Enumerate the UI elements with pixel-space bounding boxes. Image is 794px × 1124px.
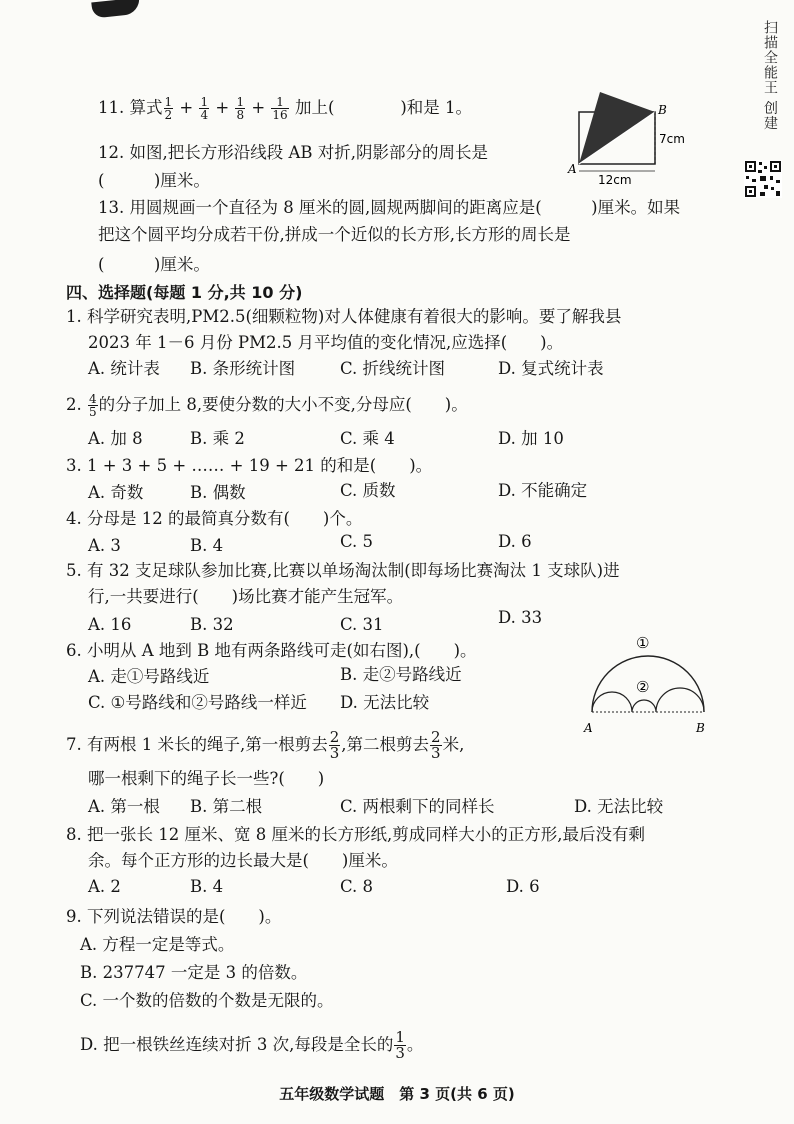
option-d: D. 不能确定 [498, 481, 588, 500]
choice-2: 2. $\frac{4}{5}$ 的分子加上 8,要使分数的大小不变,分母应( )。 [66, 392, 468, 419]
question-13-line1: 13. 用圆规画一个直径为 8 厘米的圆,圆规两脚间的距离应是( )厘米。如果 [98, 198, 681, 217]
choice-9-line1: 9. 下列说法错误的是( )。 [66, 907, 282, 926]
option-b: B. 32 [190, 615, 234, 634]
option-b: B. 第二根 [190, 797, 263, 816]
statement-c: C. 一个数的倍数的个数是无限的。 [80, 991, 334, 1010]
fraction: $\frac{2}{3}$ [431, 728, 441, 762]
option-a: A. 2 [88, 877, 121, 896]
option-c: C. 8 [340, 877, 374, 896]
choice-8-line2: 余。每个正方形的边长最大是( )厘米。 [88, 851, 398, 870]
question-13-line2: 把这个圆平均分成若干份,拼成一个近似的长方形,长方形的周长是 [98, 225, 571, 244]
choice-1-line2: 2023 年 1－6 月份 PM2.5 月平均值的变化情况,应选择( )。 [88, 333, 564, 352]
choice-4-line1: 4. 分母是 12 的最简真分数有( )个。 [66, 509, 363, 528]
fraction: $\frac{2}{3}$ [329, 728, 340, 762]
route-2-label: ② [636, 678, 650, 696]
option-b: B. 走②号路线近 [340, 665, 462, 684]
figure-semicircle-routes [582, 628, 712, 740]
option-a: A. 走①号路线近 [88, 667, 210, 686]
choice-8-line1: 8. 把一张长 12 厘米、宽 8 厘米的长方形纸,剪成同样大小的正方形,最后没有剩 [66, 825, 645, 844]
shaded-region [579, 92, 655, 164]
question-13-line3: ( )厘米。 [98, 255, 210, 274]
section-title: 四、选择题(每题 1 分,共 10 分) [66, 283, 303, 302]
height-label: 7cm [659, 132, 685, 146]
option-d: D. 无法比较 [340, 693, 430, 712]
option-b: B. 4 [190, 877, 224, 896]
question-12-line2: ( )厘米。 [98, 171, 210, 190]
option-b: B. 乘 2 [190, 429, 245, 448]
option-d: D. 6 [506, 877, 540, 896]
choice-5-line1: 5. 有 32 支足球队参加比赛,比赛以单场淘汰制(即每场比赛淘汰 1 支球队)进 [66, 561, 620, 580]
label-a: A [584, 721, 593, 735]
option-a: A. 统计表 [88, 359, 160, 378]
choice-7-line2: 哪一根剩下的绳子长一些?( ) [88, 769, 325, 788]
fraction: $\frac{1}{16}$ [272, 95, 288, 122]
figure-folded-rectangle [566, 84, 690, 188]
option-c: C. ①号路线和②号路线一样近 [88, 693, 307, 712]
width-label: 12cm [598, 173, 632, 187]
fraction: $\frac{4}{5}$ [89, 392, 97, 419]
scan-artifact [91, 0, 140, 18]
scanner-watermark: 扫描全能王 创建 [762, 20, 778, 131]
option-c: C. 两根剩下的同样长 [340, 797, 495, 816]
option-a: A. 3 [88, 536, 121, 555]
option-a: A. 第一根 [88, 797, 160, 816]
statement-d: D. 把一根铁丝连续对折 3 次,每段是全长的 $\frac{1}{3}$ 。 [80, 1028, 424, 1062]
statement-b: B. 237747 一定是 3 的倍数。 [80, 963, 308, 982]
question-11: 11. 算式 $\frac{1}{2}$ + $\frac{1}{4}$ + $\frac{1}{8}$ + $\frac{1}{16}$ 加上( )和是 1。 [98, 95, 473, 122]
option-a: A. 加 8 [88, 429, 143, 448]
label-a: A [568, 162, 577, 176]
route-1-label: ① [636, 634, 650, 652]
choice-1-line1: 1. 科学研究表明,PM2.5(细颗粒物)对人体健康有着很大的影响。要了解我县 [66, 307, 622, 326]
choice-7-line1: 7. 有两根 1 米长的绳子,第一根剪去 $\frac{2}{3}$ ,第二根剪去 $\frac{2}{3}$ 米, [66, 728, 465, 762]
choice-6-line1: 6. 小明从 A 地到 B 地有两条路线可走(如右图),( )。 [66, 641, 477, 660]
qr-code-icon [744, 160, 782, 198]
choice-5-line2: 行,一共要进行( )场比赛才能产生冠军。 [88, 587, 404, 606]
option-d: D. 无法比较 [574, 797, 664, 816]
page-footer: 五年级数学试题 第 3 页(共 6 页) [279, 1085, 515, 1103]
choice-3-line1: 3. 1 + 3 + 5 + …… + 19 + 21 的和是( )。 [66, 456, 433, 475]
option-d: D. 33 [498, 608, 543, 627]
option-b: B. 条形统计图 [190, 359, 296, 378]
option-c: C. 质数 [340, 481, 396, 500]
statement-a: A. 方程一定是等式。 [80, 935, 235, 954]
option-b: B. 偶数 [190, 483, 246, 502]
option-d: D. 复式统计表 [498, 359, 604, 378]
fraction: $\frac{1}{2}$ [164, 95, 173, 122]
fraction: $\frac{1}{3}$ [395, 1028, 405, 1062]
option-b: B. 4 [190, 536, 224, 555]
label-b: B [658, 103, 667, 117]
option-c: C. 31 [340, 615, 384, 634]
option-a: A. 奇数 [88, 483, 144, 502]
option-c: C. 折线统计图 [340, 359, 446, 378]
question-12-line1: 12. 如图,把长方形沿线段 AB 对折,阴影部分的周长是 [98, 143, 489, 162]
fraction: $\frac{1}{8}$ [236, 95, 245, 122]
option-d: D. 加 10 [498, 429, 564, 448]
option-a: A. 16 [88, 615, 132, 634]
label-b: B [696, 721, 705, 735]
fraction: $\frac{1}{4}$ [200, 95, 209, 122]
option-c: C. 5 [340, 532, 374, 551]
option-c: C. 乘 4 [340, 429, 395, 448]
option-d: D. 6 [498, 532, 532, 551]
